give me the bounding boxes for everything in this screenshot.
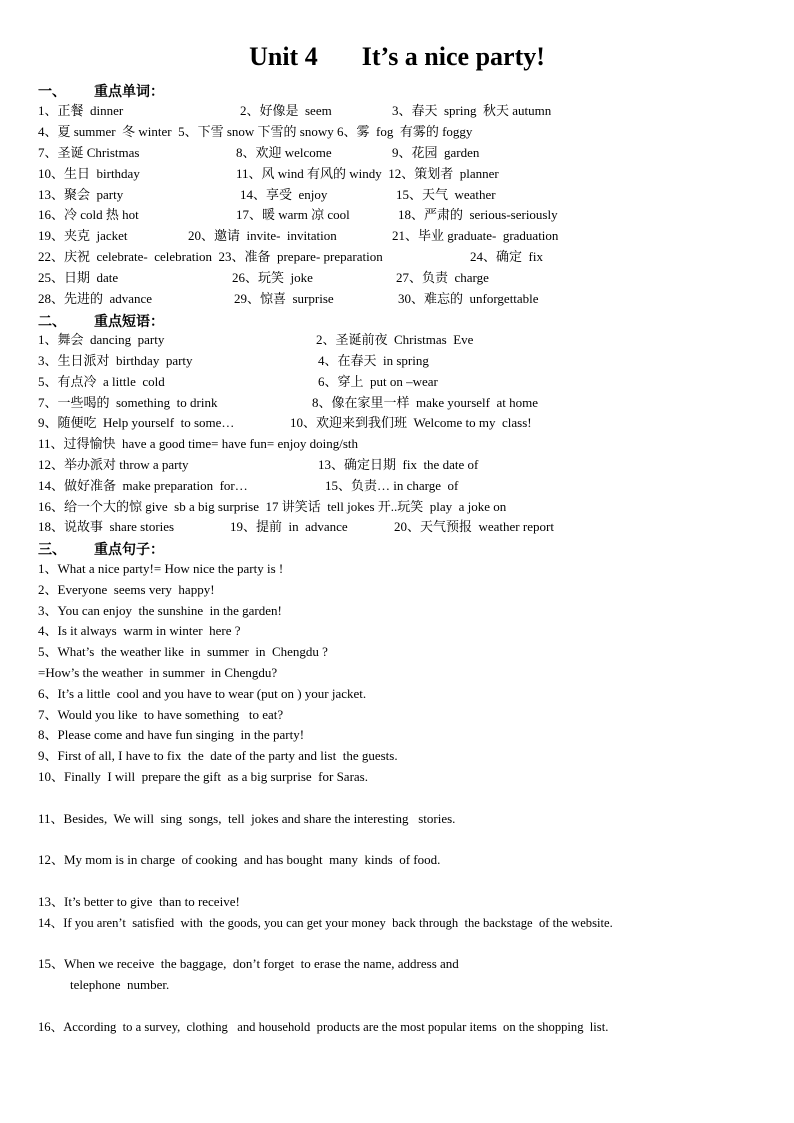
section-sentences-heading: 三、 重点句子： (38, 543, 164, 558)
section-phrases-heading: 二、 重点短语： (38, 315, 164, 330)
vocab-item: 9、花园 garden (392, 145, 480, 160)
sentence-line: 1、What a nice party!= How nice the party is ! (38, 561, 284, 576)
vocab-item: 21、毕业 graduate- graduation (392, 228, 559, 243)
page-title (0, 42, 794, 72)
phrase-item: 6、穿上 put on –wear (318, 374, 438, 389)
vocab-item: 25、日期 date (38, 270, 119, 285)
sentence-line: 13、It’s better to give than to receive! (38, 894, 240, 909)
sentence-line: 10、Finally I will prepare the gift as a big surprise for Saras. (38, 769, 368, 784)
vocab-item: 18、严肃的 serious-seriously (398, 207, 558, 222)
phrase-item: 18、说故事 share stories (38, 519, 175, 534)
phrase-item: 5、有点冷 a little cold (38, 374, 165, 389)
phrase-item: 1、舞会 dancing party (38, 332, 165, 347)
vocab-item: 13、聚会 party (38, 187, 124, 202)
vocab-item: 20、邀请 invite- invitation (188, 228, 337, 243)
sentence-line: 15、When we receive the baggage, don’t forget to erase the name, address and (38, 956, 459, 971)
vocab-item: 7、圣诞 Christmas (38, 145, 140, 160)
vocab-item: 17、暖 warm 凉 cool (236, 207, 350, 222)
vocab-item: 15、天气 weather (396, 187, 496, 202)
vocab-item: 28、先进的 advance (38, 291, 153, 306)
sentence-line: 5、What’s the weather like in summer in Chengdu ? (38, 644, 328, 659)
vocab-item: 14、享受 enjoy (240, 187, 328, 202)
vocab-item: 8、欢迎 welcome (236, 145, 332, 160)
sentence-line: 12、My mom is in charge of cooking and has bought many kinds of food. (38, 852, 441, 867)
vocab-item: 30、难忘的 unforgettable (398, 291, 539, 306)
vocab-item: 2、好像是 seem (240, 103, 332, 118)
phrase-item: 3、生日派对 birthday party (38, 353, 193, 368)
vocab-item: 10、生日 birthday (38, 166, 140, 181)
phrase-item: 2、圣诞前夜 Christmas Eve (316, 332, 474, 347)
vocab-item: 19、夹克 jacket (38, 228, 128, 243)
sentence-line: 6、It’s a little cool and you have to wear (put on ) your jacket. (38, 686, 367, 701)
sentence-line: 9、First of all, I have to fix the date of the party and list the guests. (38, 748, 398, 763)
vocab-item: 16、冷 cold 热 hot (38, 207, 139, 222)
phrase-item: 15、负责… in charge of (325, 478, 459, 493)
phrase-item: 10、欢迎来到我们班 Welcome to my class! (290, 415, 532, 430)
vocab-item: 1、正餐 dinner (38, 103, 124, 118)
vocab-item: 4、夏 summer 冬 winter 5、下雪 snow 下雪的 snowy 6、雾 fog 有雾的 foggy (38, 124, 473, 139)
phrase-item: 4、在春天 in spring (318, 353, 429, 368)
phrase-item: 9、随便吃 Help yourself to some… (38, 415, 235, 430)
vocab-item: 29、惊喜 surprise (234, 291, 334, 306)
vocab-item: 3、春天 spring 秋天 autumn (392, 103, 552, 118)
sentence-line: 2、Everyone seems very happy! (38, 582, 215, 597)
vocab-item: 27、负责 charge (396, 270, 489, 285)
sentence-line: 7、Would you like to have something to eat? (38, 707, 284, 722)
sentence-line: 16、According to a survey, clothing and household products are the most popular items on the shopping list. (38, 1020, 609, 1034)
sentence-line: 11、Besides, We will sing songs, tell jokes and share the interesting stories. (38, 811, 456, 826)
phrase-item: 7、一些喝的 something to drink (38, 395, 218, 410)
phrase-item: 20、天气预报 weather report (394, 519, 554, 534)
sentence-line: telephone number. (70, 977, 170, 992)
sentence-line: 14、If you aren’t satisfied with the goods, you can get your money back through the backstage of the website. (38, 916, 613, 930)
phrase-item: 12、举办派对 throw a party (38, 457, 189, 472)
phrase-item: 13、确定日期 fix the date of (318, 457, 479, 472)
sentence-line: =How’s the weather in summer in Chengdu? (38, 665, 278, 680)
vocab-item: 22、庆祝 celebrate- celebration 23、准备 prepare- preparation (38, 249, 383, 264)
phrase-item: 19、提前 in advance (230, 519, 348, 534)
phrase-item: 16、给一个大的惊 give sb a big surprise 17 讲笑话 tell jokes 开..玩笑 play a joke on (38, 499, 507, 514)
vocab-item: 26、玩笑 joke (232, 270, 313, 285)
title-unit: Unit 4 (249, 42, 318, 71)
section-vocab-heading: 一、 重点单词： (38, 85, 164, 100)
phrase-item: 8、像在家里一样 make yourself at home (312, 395, 539, 410)
vocab-item: 11、风 wind 有风的 windy 12、策划者 planner (236, 166, 499, 181)
title-text: It’s a nice party! (361, 42, 545, 71)
sentence-line: 4、Is it always warm in winter here ? (38, 623, 241, 638)
vocab-item: 24、确定 fix (470, 249, 543, 264)
phrase-item: 11、过得愉快 have a good time= have fun= enjoy doing/sth (38, 436, 358, 451)
sentence-line: 3、You can enjoy the sunshine in the garden! (38, 603, 282, 618)
sentence-line: 8、Please come and have fun singing in the party! (38, 727, 305, 742)
phrase-item: 14、做好准备 make preparation for… (38, 478, 248, 493)
